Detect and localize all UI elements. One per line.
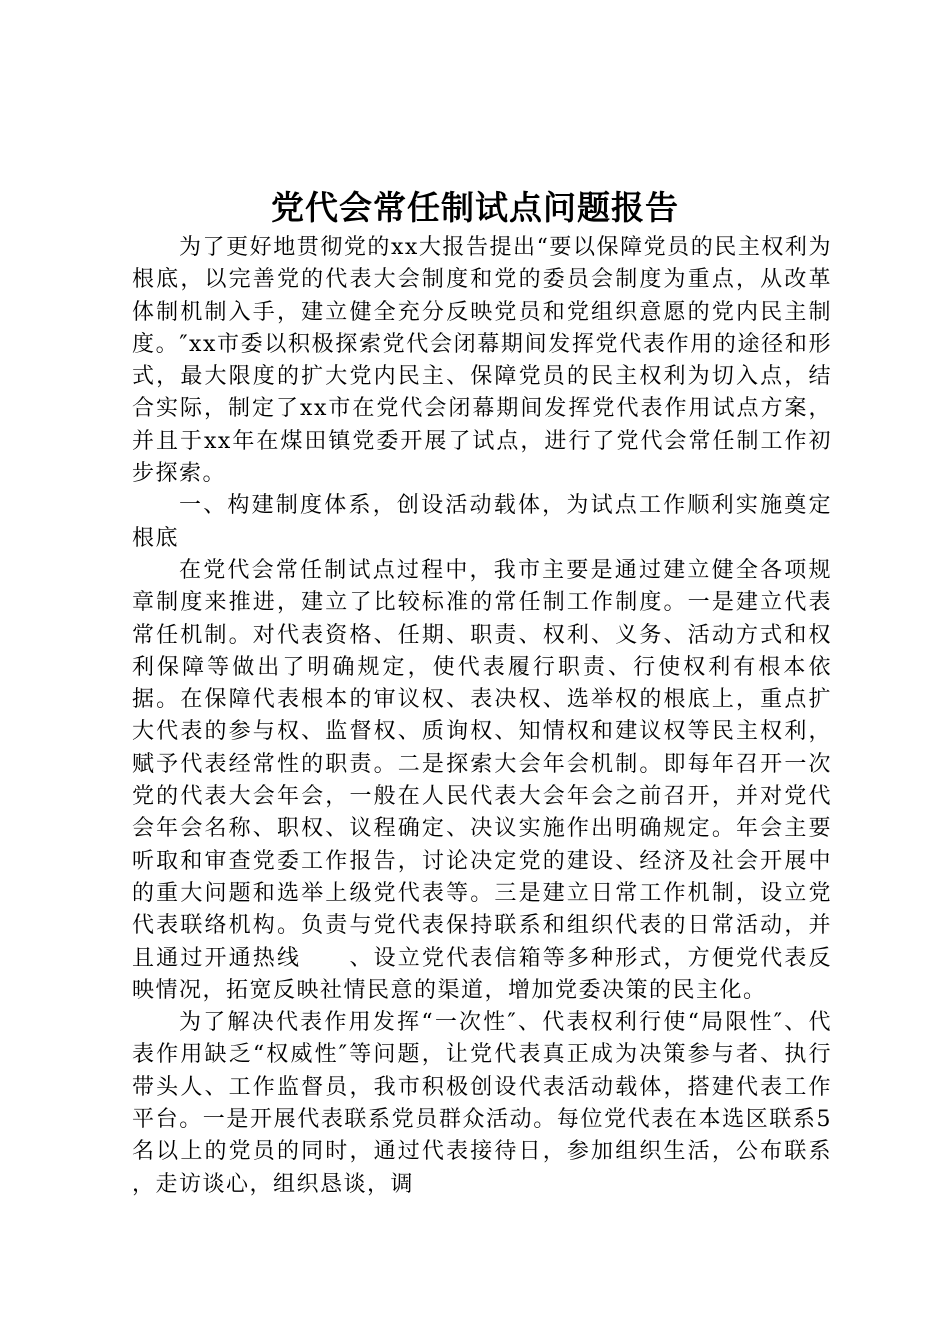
section-heading-1: 一、构建制度体系，创设活动载体，为试点工作顺利实施奠定根底 — [132, 493, 832, 551]
document-title: 党代会常任制试点问题报告 — [271, 188, 679, 227]
paragraph-intro: 为了更好地贯彻党的xx大报告提出“要以保障党员的民主权利为根底，以完善党的代表大会制度和党的委员会制度为重点，从改革体制机制入手，建立健全充分反映党员和党组织意愿的党内民主制度。″xx市委以积极探索党代会闭幕期间发挥党代表作用的途径和形式，最大限度的扩大党内民主、保障党员的民主权利为切入点，结合实际，制定了xx市在党代会闭幕期间发挥党代表作用试点方案，并且于xx年在煤田镇党委开展了试点，进行了党代会常任制工作初步探索。 — [132, 235, 832, 487]
document-body — [132, 232, 880, 1201]
paragraph-carrier: 为了解决代表作用发挥“一次性″、代表权利行使“局限性″、代表作用缺乏“权威性″等问题，让党代表真正成为决策参与者、执行带头人、工作监督员，我市积极创设代表活动载体，搭建代表工作平台。一是开展代表联系党员群众活动。每位党代表在本选区联系5名以上的党员的同时，通过代表接待日，参加组织生活，公布联系 ，走访谈心，组织恳谈，调 — [132, 1010, 880, 1197]
paragraph-system: 在党代会常任制试点过程中，我市主要是通过建立健全各项规章制度来推进，建立了比较标准的常任制工作制度。一是建立代表常任机制。对代表资格、任期、职责、权利、义务、活动方式和权利保障等做出了明确规定，使代表履行职责、行使权利有根本依据。在保障代表根本的审议权、表决权、选举权的根底上，重点扩大代表的参与权、监督权、质询权、知情权和建议权等民主权利，赋予代表经常性的职责。二是探索大会年会机制。即每年召开一次党的代表大会年会，一般在人民代表大会年会之前召开，并对党代会年会名称、职权、议程确定、决议实施作出明确规定。年会主要听取和审查党委工作报告，讨论决定党的建设、经济及社会开展中的重大问题和选举上级党代表等。三是建立日常工作机制，设立党代表联络机构。负责与党代表保持联系和组织代表的日常活动，并且通过开通热线 、设立党代表信箱等多种形式，方便党代表反映情况，拓宽反映社情民意的渠道，增加党委决策的民主化。 — [132, 557, 832, 1003]
